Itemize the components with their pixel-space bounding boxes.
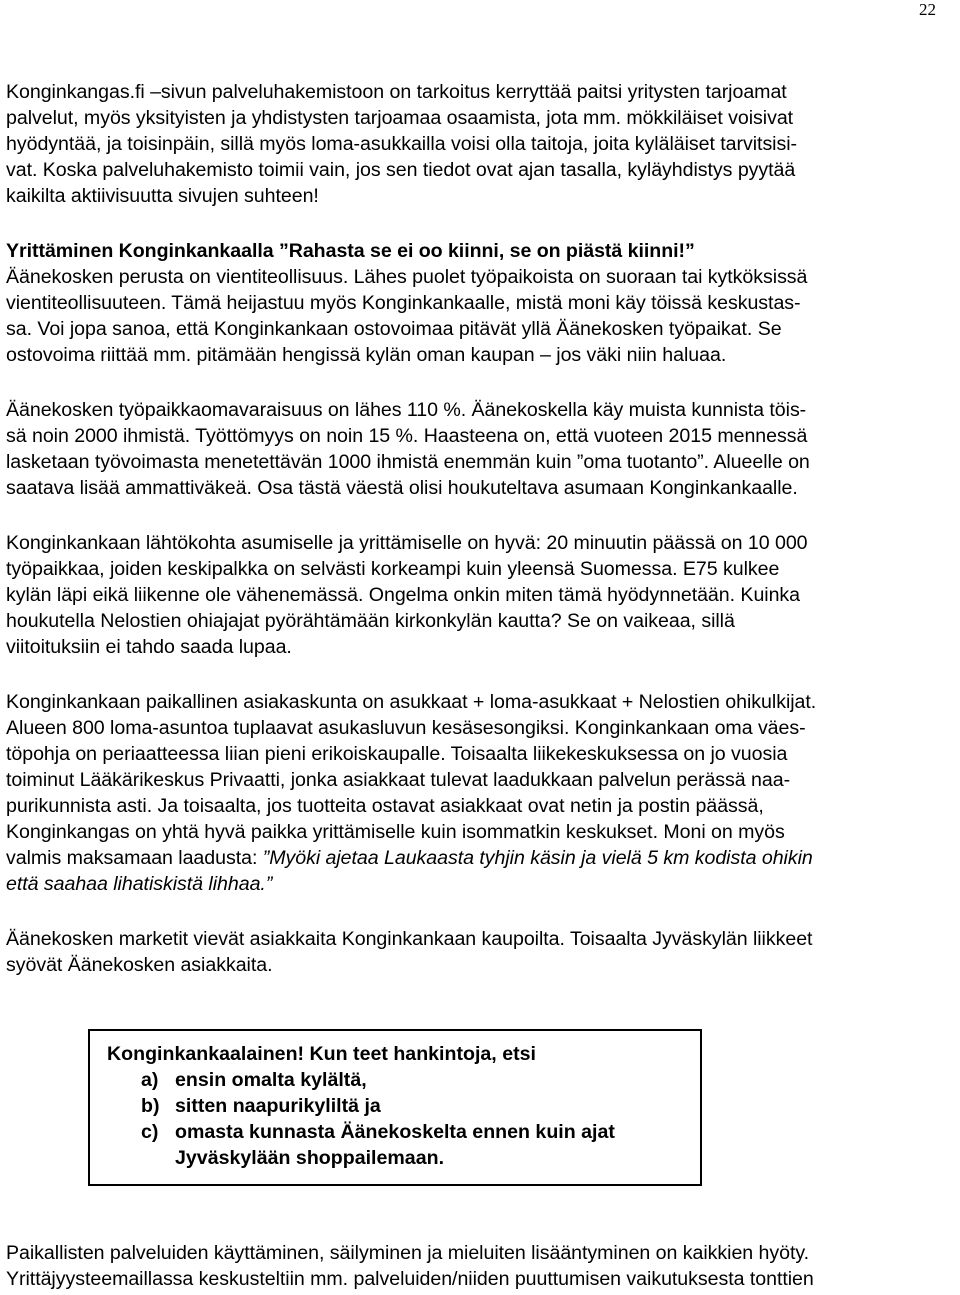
text-line: Konginkangas on yhtä hyvä paikka yrittämiselle kuin isommatkin keskukset. Moni on myös xyxy=(6,821,785,843)
list-marker: a) xyxy=(141,1069,159,1091)
callout-box xyxy=(88,1029,702,1186)
text-line: hyödyntää, ja toisinpäin, sillä myös loma-asukkailla voisi olla taitoja, joita kyläläiset tarvitsisi- xyxy=(6,133,798,155)
list-item-continuation: Jyväskylään shoppailemaan. xyxy=(175,1147,445,1169)
text-line xyxy=(6,845,813,871)
customer-quote-end: että saahaa lihatiskistä lihhaa.” xyxy=(6,873,273,895)
text-line: palvelut, myös yksityisten ja yhdistysten tarjoamaa osaamista, jota mm. mökkiläiset voisivat xyxy=(6,107,794,129)
text-line: sä noin 2000 ihmistä. Työttömyys on noin 15 %. Haasteena on, että vuoteen 2015 mennessä xyxy=(6,425,808,447)
text-line: Äänekosken työpaikkaomavaraisuus on lähes 110 %. Äänekoskella käy muista kunnista töis- xyxy=(6,399,807,421)
text-line: Paikallisten palveluiden käyttäminen, säilyminen ja mieluiten lisääntyminen on kaikkien hyöty. xyxy=(6,1242,810,1264)
page-number: 22 xyxy=(919,0,936,19)
text-line: Konginkankaan paikallinen asiakaskunta on asukkaat + loma-asukkaat + Nelostien ohikulkijat. xyxy=(6,691,817,713)
text-line: Äänekosken perusta on vientiteollisuus. Lähes puolet työpaikoista on suoraan tai kytköksissä xyxy=(6,266,808,288)
text-line: houkutella Nelostien ohiajajat pyörähtämään kirkonkylän kautta? Se on vaikeaa, sillä xyxy=(6,610,735,632)
text-line: Konginkangas.fi –sivun palveluhakemistoon on tarkoitus kerryttää paitsi yritysten tarjoamat xyxy=(6,81,787,103)
list-item: omasta kunnasta Äänekoskelta ennen kuin ajat xyxy=(175,1121,615,1143)
list-marker: b) xyxy=(141,1095,160,1117)
text-line: työpaikkaa, joiden keskipalkka on selvästi korkeampi kuin yleensä Suomessa. E75 kulkee xyxy=(6,558,780,580)
callout-title: Konginkankaalainen! Kun teet hankintoja, etsi xyxy=(107,1043,536,1065)
section-heading: Yrittäminen Konginkankaalla ”Rahasta se ei oo kiinni, se on piästä kiinni!” xyxy=(6,240,695,262)
text-line: ostovoima riittää mm. pitämään hengissä kylän oman kaupan – jos väki niin haluaa. xyxy=(6,344,727,366)
text-line: Alueen 800 loma-asuntoa tuplaavat asukasluvun kesäsesongiksi. Konginkankaan oma väes- xyxy=(6,717,806,739)
text-line: toiminut Lääkärikeskus Privaatti, jonka asiakkaat tulevat laadukkaan palvelun perässä naa- xyxy=(6,769,791,791)
list-item: sitten naapurikyliltä ja xyxy=(175,1095,381,1117)
list-item: ensin omalta kylältä, xyxy=(175,1069,367,1091)
text-line: Yrittäjyysteemaillassa keskusteltiin mm. palveluiden/niiden puuttumisen vaikutuksesta tonttien xyxy=(6,1268,814,1290)
text-line: vientiteollisuuteen. Tämä heijastuu myös Konginkankaalle, mistä moni käy töissä keskustas- xyxy=(6,292,801,314)
text-plain: valmis maksamaan laadusta: xyxy=(6,847,263,869)
text-line: lasketaan työvoimasta menetettävän 1000 ihmistä enemmän kuin ”oma tuotanto”. Alueelle on xyxy=(6,451,810,473)
text-line: kylän läpi eikä liikenne ole vähenemässä. Ongelma onkin miten tämä hyödynnetään. Kuinka xyxy=(6,584,801,606)
text-line: Konginkankaan lähtökohta asumiselle ja yrittämiselle on hyvä: 20 minuutin päässä on 10 000 xyxy=(6,532,808,554)
text-line: sa. Voi jopa sanoa, että Konginkankaan ostovoimaa pitävät yllä Äänekosken työpaikat. Se xyxy=(6,318,782,340)
text-line: syövät Äänekosken asiakkaita. xyxy=(6,954,273,976)
text-line: töpohja on periaatteessa liian pieni erikoiskaupalle. Toisaalta liikekeskuksessa on jo vuosia xyxy=(6,743,788,765)
text-line: viitoituksiin ei tahdo saada lupaa. xyxy=(6,636,292,658)
text-line: kaikilta aktiivisuutta sivujen suhteen! xyxy=(6,185,319,207)
text-line: vat. Koska palveluhakemisto toimii vain, jos sen tiedot ovat ajan tasalla, kyläyhdistys pyytää xyxy=(6,159,796,181)
text-line: saatava lisää ammattiväkeä. Osa tästä väestä olisi houkuteltava asumaan Konginkankaalle. xyxy=(6,477,798,499)
customer-quote: ”Myöki ajetaa Laukaasta tyhjin käsin ja vielä 5 km kodista ohikin xyxy=(262,847,813,869)
text-line: purikunnista asti. Ja toisaalta, jos tuotteita ostavat asiakkaat ovat netin ja postin päässä, xyxy=(6,795,764,817)
list-marker: c) xyxy=(141,1121,159,1143)
text-line: Äänekosken marketit vievät asiakkaita Konginkankaan kaupoilta. Toisaalta Jyväskylän liikkeet xyxy=(6,928,813,950)
